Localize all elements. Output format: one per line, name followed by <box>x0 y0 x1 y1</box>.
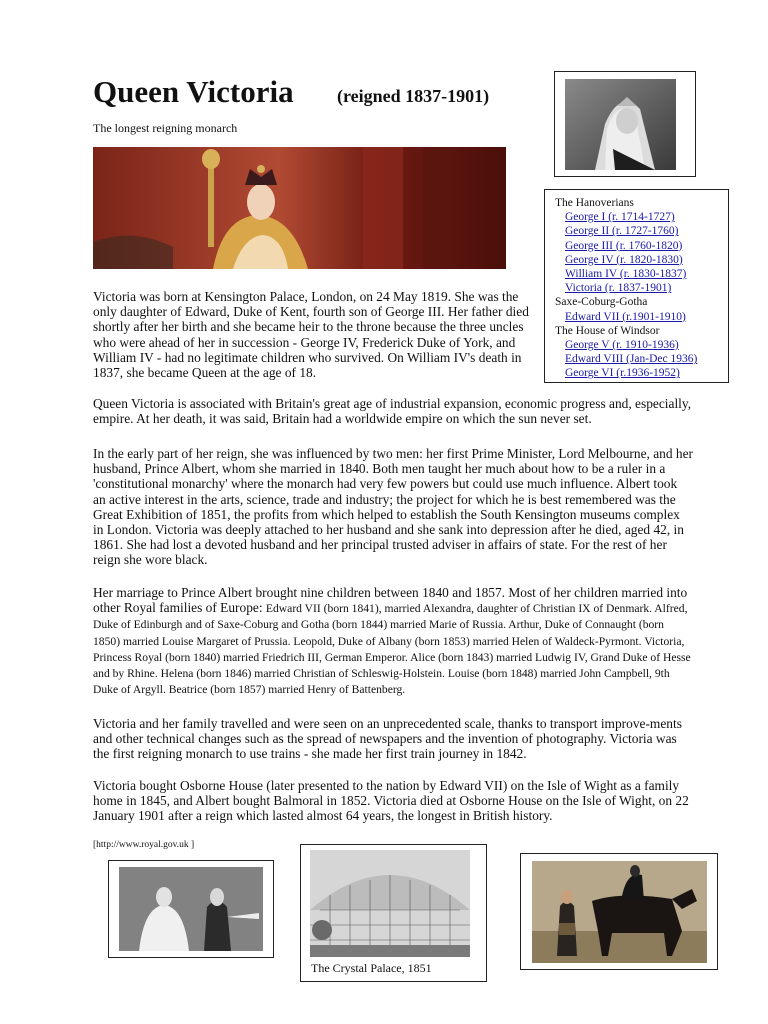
crystal-palace-image <box>310 850 470 957</box>
subtitle: The longest reigning monarch <box>93 121 238 135</box>
victoria-horse-image-frame <box>520 853 718 970</box>
house-saxe-coburg-gotha <box>555 295 728 323</box>
source-citation: [http://www.royal.gov.uk ] <box>93 840 195 850</box>
monarch-link-george-iv[interactable]: George IV (r. 1820-1830) <box>565 253 683 266</box>
victoria-portrait-image <box>565 79 676 170</box>
house-heading: The Hanoverians <box>555 197 634 209</box>
portrait-frame <box>554 71 696 177</box>
wedding-engraving-image <box>119 867 263 951</box>
page-title: Queen Victoria <box>93 74 294 109</box>
monarch-link-george-ii[interactable]: George II (r. 1727-1760) <box>565 225 679 238</box>
monarch-link-edward-viii[interactable]: Edward VIII (Jan-Dec 1936) <box>565 353 698 366</box>
monarch-link-george-i[interactable]: George I (r. 1714-1727) <box>565 211 675 224</box>
coronation-painting-image <box>93 147 506 269</box>
paragraph-children <box>93 585 693 697</box>
monarch-link-george-iii[interactable]: George III (r. 1760-1820) <box>565 239 683 252</box>
victoria-on-horse-image <box>532 861 707 963</box>
crystal-palace-caption: The Crystal Palace, 1851 <box>311 961 432 975</box>
crystal-palace-image-frame <box>300 844 487 982</box>
paragraph-travel: Victoria and her family travelled and were seen on an unprecedented scale, thanks to transport improve-ments and other technical changes such as the spread of newspapers and the invention of photography. Victoria was the first reigning monarch to use trains - she made her first train journey in 1842. <box>93 716 682 762</box>
house-heading: Saxe-Coburg-Gotha <box>555 296 648 309</box>
monarch-link-william-iv[interactable]: William IV (r. 1830-1837) <box>565 268 687 281</box>
children-intro: Her marriage to Prince Albert brought nine children between 1840 and 1857. Most of her children married into other Royal families of Europe: <box>93 585 688 616</box>
monarch-link-victoria[interactable]: Victoria (r. 1837-1901) <box>565 282 672 295</box>
monarch-link-george-vi[interactable]: George VI (r.1936-1952) <box>565 367 680 380</box>
children-list: Edward VII (born 1841), married Alexandra, daughter of Christian IX of Denmark. Alfred, Duke of Edinburgh and of Saxe-Coburg and Gotha (born 1844) married Marie of Russia. Arthur, Duke of Connaught (born 1850) married Louise Margaret of Prussia. Leopold, Duke of Albany (born 1853) married Helen of Waldeck-Pyrmont. Victoria, Princess Royal (born 1840) married Friedrich III, German Emperor. Alice (born 1843) married Ludwig IV, Grand Duke of Hesse and by Rhine. Helena (born 1846) married Christian of Schleswig-Holstein. Louise (born 1848) married John Campbell, 9th Duke of Argyll. Beatrice (born 1857) married Henry of Battenberg. <box>93 602 691 697</box>
paragraph-birth: Victoria was born at Kensington Palace, London, on 24 May 1819. She was the only daughter of Edward, Duke of Kent, fourth son of George III. Her father died shortly after her birth and she became heir to the throne because the three uncles who were ahead of her in succession - George IV, Frederick Duke of York, and William IV - had no legitimate children who survived. On William IV's death in 1837, she became Queen at the age of 18. <box>93 289 529 381</box>
paragraph-empire: Queen Victoria is associated with Britain's great age of industrial expansion, economic progress and, especially, empire. At her death, it was said, Britain had a worldwide empire on which the sun never set. <box>93 396 692 427</box>
reign-dates: (reigned 1837-1901) <box>337 86 490 106</box>
house-heading: The House of Windsor <box>555 324 660 337</box>
monarch-link-george-v[interactable]: George V (r. 1910-1936) <box>565 339 679 352</box>
paragraph-osborne: Victoria bought Osborne House (later presented to the nation by Edward VII) on the Isle of Wight as a family home in 1845, and Albert bought Balmoral in 1852. Victoria died at Osborne House on the Isle of Wight, on 22 January 1901 after a reign which lasted almost 64 years, the longest in British history. <box>93 778 689 824</box>
house-windsor <box>555 324 728 381</box>
monarch-link-edward-vii[interactable]: Edward VII (r.1901-1910) <box>565 310 686 323</box>
royal-houses-sidebar <box>544 189 729 383</box>
wedding-image-frame <box>108 860 274 958</box>
paragraph-early-reign: In the early part of her reign, she was influenced by two men: her first Prime Minister, Lord Melbourne, and her husband, Prince Albert, whom she married in 1840. Both men taught her much about how to be a ruler in a 'constitutional monarchy' where the monarch had very few powers but could use much influence. Albert took an active interest in the arts, science, trade and industry; the project for which he is best remembered was the Great Exhibition of 1851, the profits from which helped to establish the South Kensington museums complex in London. Victoria was deeply attached to her husband and she sank into depression after he died, aged 42, in 1861. She had lost a devoted husband and her principal trusted adviser in affairs of state. For the rest of her reign she wore black. <box>93 446 694 568</box>
house-hanoverians <box>555 196 728 295</box>
